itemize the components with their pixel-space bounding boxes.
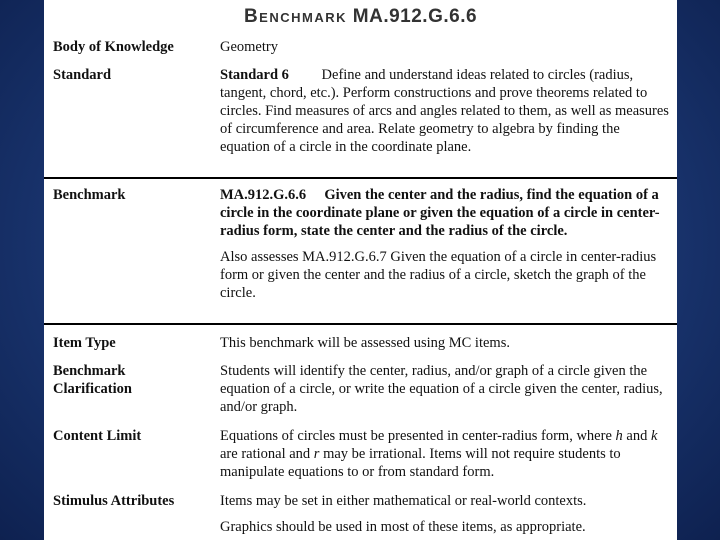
standard-label: Standard bbox=[53, 67, 112, 83]
clarification-value: Students will identify the center, radius, and/or graph of a circle given the equation of a circle, or write the equation of a circle given the center, radius, and/or graph. bbox=[220, 363, 663, 415]
row-divider bbox=[44, 177, 677, 179]
content-limit-text: and bbox=[622, 428, 651, 444]
document-page bbox=[44, 0, 677, 540]
page-title bbox=[44, 6, 677, 28]
content-limit-label: Content Limit bbox=[53, 428, 142, 444]
standard-text: Define and understand ideas related to circles (radius, tangent, chord, etc.). Perform constructions and prove theorems related to circles. Find measures of arcs and angles related to them, as well as measures of circumference and area. Relate geometry to algebra by finding the equation of a circle in the coordinate plane. bbox=[220, 67, 669, 155]
body-of-knowledge-label: Body of Knowledge bbox=[53, 39, 174, 55]
body-of-knowledge-value: Geometry bbox=[220, 39, 278, 55]
standard-head: Standard 6 bbox=[220, 67, 289, 83]
benchmark-code: MA.912.G.6.6 bbox=[220, 187, 307, 203]
clarification-label-line-1: Benchmark bbox=[53, 363, 126, 379]
clarification-label-line-2: Clarification bbox=[53, 381, 132, 397]
variable-h: h bbox=[615, 428, 623, 444]
content-limit-value bbox=[220, 427, 670, 481]
clarification-label bbox=[53, 362, 218, 398]
benchmark-also-assesses: Also assesses MA.912.G.6.7 Given the equation of a circle in center-radius form or given the center and the radius of a circle, sketch the graph of the circle. bbox=[220, 249, 657, 301]
stimulus-text-1: Items may be set in either mathematical or real-world contexts. bbox=[220, 493, 587, 509]
content-limit-text: are rational and bbox=[220, 446, 314, 462]
benchmark-text: Given the center and the radius, find the equation of a circle in the coordinate plane or given the equation of a circle in center-radius form, state the center and the radius of the circle. bbox=[220, 187, 660, 239]
content-limit-text: may be irrational. Items will not require students to manipulate equations to or from standard form. bbox=[220, 446, 621, 480]
title-prefix: Benchmark bbox=[243, 6, 347, 27]
benchmark-label: Benchmark bbox=[53, 187, 126, 203]
stimulus-text-2: Graphics should be used in most of these items, as appropriate. bbox=[220, 519, 586, 535]
item-type-label: Item Type bbox=[53, 335, 116, 351]
stimulus-label: Stimulus Attributes bbox=[53, 493, 175, 509]
item-type-value: This benchmark will be assessed using MC items. bbox=[220, 335, 510, 351]
title-code: MA.912.G.6.6 bbox=[352, 6, 478, 27]
variable-r: r bbox=[313, 446, 320, 462]
standard-value bbox=[220, 66, 670, 156]
content-limit-text: Equations of circles must be presented in center-radius form, where bbox=[220, 428, 616, 444]
benchmark-value bbox=[220, 186, 670, 302]
row-divider bbox=[44, 323, 677, 325]
variable-k: k bbox=[650, 428, 658, 444]
stimulus-value bbox=[220, 492, 670, 536]
